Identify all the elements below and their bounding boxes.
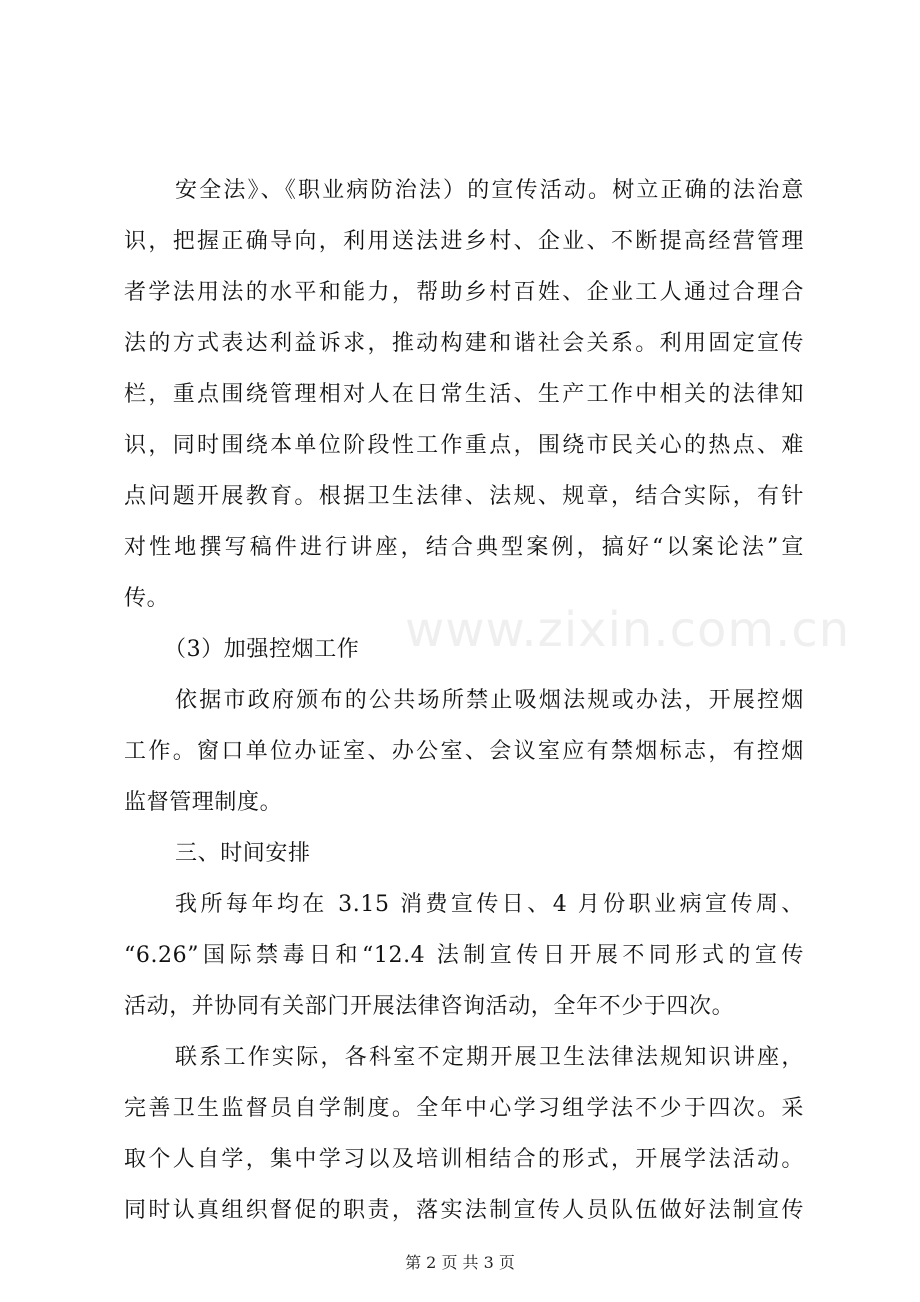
paragraph-line: 联系工作实际，各科室不定期开展卫生法律法规知识讲座， xyxy=(175,1045,804,1070)
paragraph-line: 依据市政府颁布的公共场所禁止吸烟法规或办法，开展控烟 xyxy=(175,688,804,713)
paragraph-line: 对性地撰写稿件进行讲座，结合典型案例，搞好“以案论法”宣 xyxy=(124,535,804,560)
paragraph-line: 活动，并协同有关部门开展法律咨询活动，全年不少于四次。 xyxy=(124,994,735,1019)
paragraph-line: 识，把握正确导向，利用送法进乡村、企业、不断提高经营管理 xyxy=(124,229,804,254)
section-heading: 三、时间安排 xyxy=(175,841,311,866)
watermark-text: www.zixin.com.cn xyxy=(405,602,851,658)
paragraph-line: 监督管理制度。 xyxy=(124,790,283,815)
paragraph-line: 工作。窗口单位办证室、办公室、会议室应有禁烟标志，有控烟 xyxy=(124,739,804,764)
paragraph-line: “6.26”国际禁毒日和“12.4 法制宣传日开展不同形式的宣传 xyxy=(124,943,804,968)
paragraph-line: 者学法用法的水平和能力，帮助乡村百姓、企业工人通过合理合 xyxy=(124,280,804,305)
paragraph-line: 识，同时围绕本单位阶段性工作重点，围绕市民关心的热点、难 xyxy=(124,433,804,458)
paragraph-line: 安全法》、《职业病防治法）的宣传活动。树立正确的法治意 xyxy=(175,178,804,203)
section-heading: （3）加强控烟工作 xyxy=(164,637,360,662)
paragraph-line: 完善卫生监督员自学制度。全年中心学习组学法不少于四次。采 xyxy=(124,1096,804,1121)
paragraph-line: 栏，重点围绕管理相对人在日常生活、生产工作中相关的法律知 xyxy=(124,382,804,407)
paragraph-line: 点问题开展教育。根据卫生法律、法规、规章，结合实际，有针 xyxy=(124,484,804,509)
paragraph-line: 同时认真组织督促的职责，落实法制宣传人员队伍做好法制宣传 xyxy=(124,1198,804,1223)
paragraph-line: 法的方式表达利益诉求，推动构建和谐社会关系。利用固定宣传 xyxy=(124,331,804,356)
page-footer: 第 2 页 共 3 页 xyxy=(405,1253,515,1272)
paragraph-line: 传。 xyxy=(124,586,170,611)
paragraph-line: 取个人自学，集中学习以及培训相结合的形式，开展学法活动。 xyxy=(124,1147,804,1172)
paragraph-line: 我所每年均在 3.15 消费宣传日、4 月份职业病宣传周、 xyxy=(175,892,804,917)
